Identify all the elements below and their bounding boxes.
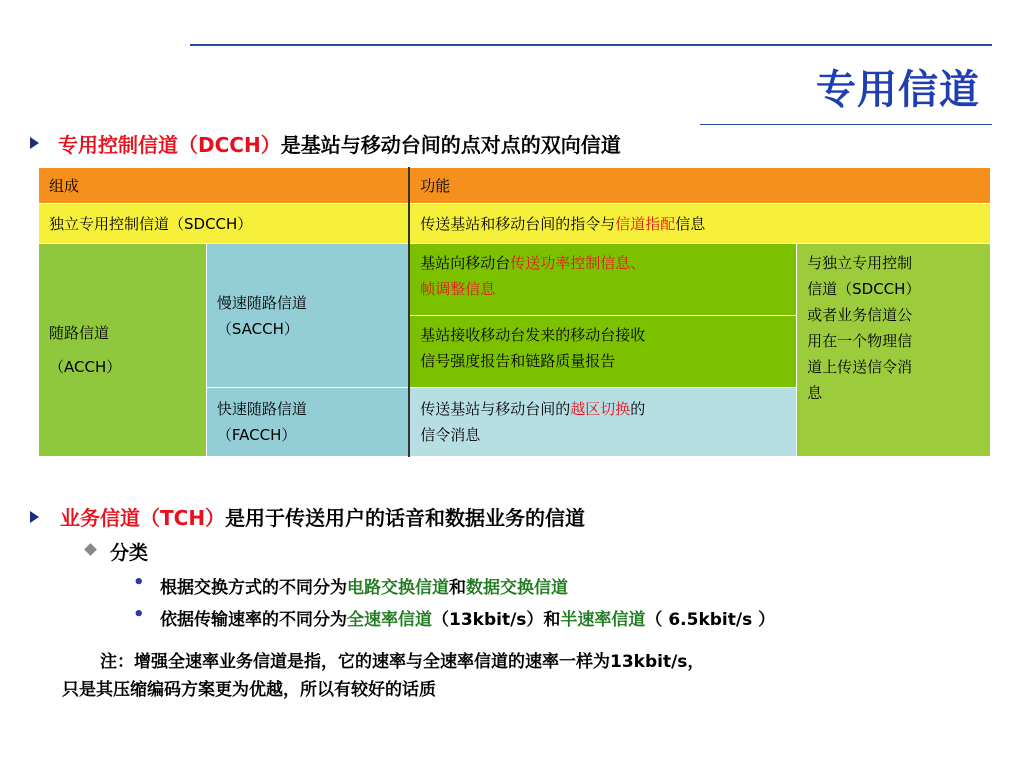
sacch-function-1: 基站向移动台传送功率控制信息、 帧调整信息 bbox=[409, 244, 796, 316]
dcch-term: 专用控制信道（DCCH） bbox=[58, 133, 281, 157]
bullet-arrow-icon bbox=[30, 137, 39, 149]
note-line-2: 只是其压缩编码方案更为优越，所以有较好的话质 bbox=[62, 680, 436, 700]
slide-title: 专用信道 bbox=[816, 67, 980, 113]
title-bottom-rule bbox=[700, 124, 992, 125]
sacch-name: 慢速随路信道 （SACCH） bbox=[206, 244, 409, 388]
title-top-rule bbox=[190, 44, 992, 46]
facch-name: 快速随路信道 （FACCH） bbox=[206, 388, 409, 457]
dcch-bullet bbox=[58, 129, 621, 158]
classification-by-switching: 根据交换方式的不同分为电路交换信道和数据交换信道 bbox=[160, 578, 568, 598]
classification-by-rate: 依据传输速率的不同分为全速率信道（13kbit/s）和半速率信道（ 6.5kbit/s ） bbox=[160, 610, 776, 630]
acch-name: 随路信道 （ACCH） bbox=[39, 244, 207, 457]
category-label: 分类 bbox=[110, 542, 149, 564]
acch-shared-function: 与独立专用控制 信道（SDCCH） 或者业务信道公 用在一个物理信 道上传送信令消 息 bbox=[797, 244, 991, 457]
sdcch-name: 独立专用控制信道（SDCCH） bbox=[39, 204, 410, 244]
note-line-1: 注：增强全速率业务信道是指，它的速率与全速率信道的速率一样为13kbit/s， bbox=[100, 652, 705, 672]
sub-bullet-diamond-icon bbox=[84, 543, 97, 556]
bullet-arrow-icon bbox=[30, 511, 39, 523]
list-dot-icon: • bbox=[133, 572, 145, 593]
dcch-description: 是基站与移动台间的点对点的双向信道 bbox=[280, 133, 621, 157]
sdcch-function: 传送基站和移动台间的指令与信道指配信息 bbox=[409, 204, 990, 244]
tch-bullet bbox=[60, 502, 585, 531]
list-dot-icon: • bbox=[133, 604, 145, 625]
header-function: 功能 bbox=[409, 168, 990, 204]
dcch-table bbox=[38, 167, 991, 457]
tch-description: 是用于传送用户的话音和数据业务的信道 bbox=[225, 506, 586, 530]
sacch-function-2: 基站接收移动台发来的移动台接收 信号强度报告和链路质量报告 bbox=[409, 316, 796, 388]
tch-term: 业务信道（TCH） bbox=[60, 506, 226, 530]
facch-function: 传送基站与移动台间的越区切换的 信令消息 bbox=[409, 388, 796, 457]
header-composition: 组成 bbox=[39, 168, 410, 204]
